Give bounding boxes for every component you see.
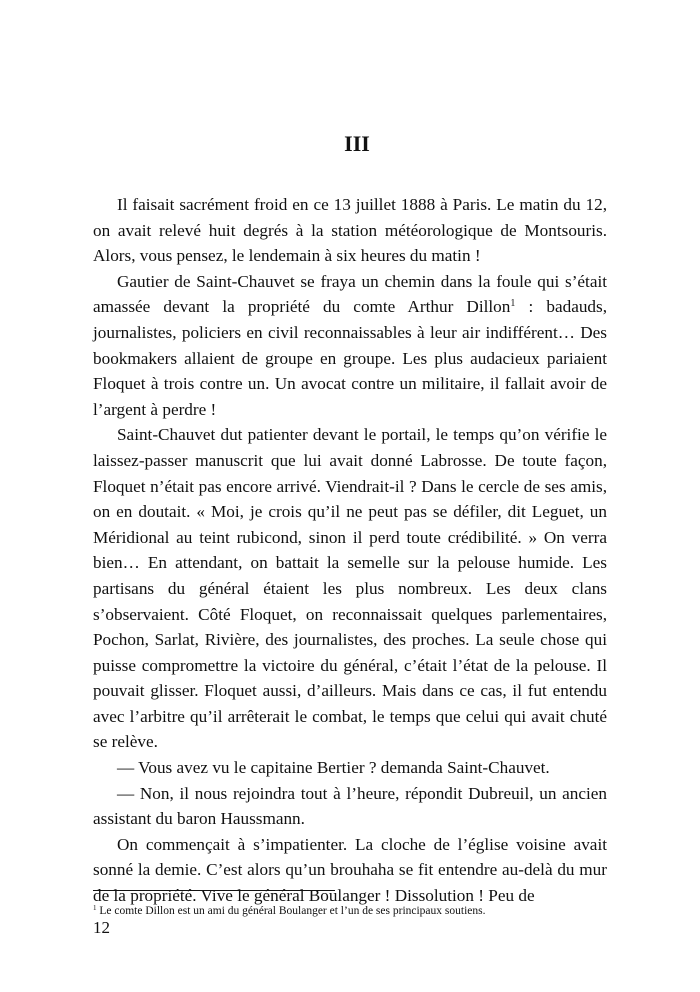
footnote-text: Le comte Dillon est un ami du général Boulanger et l’un de ses principaux soutiens. bbox=[96, 905, 486, 917]
footnote-divider bbox=[93, 890, 335, 891]
paragraph-text: Gautier de Saint-Chauvet se fraya un chemin dans la foule qui s’était amassée devant la propriété du comte Arthur Dillon bbox=[93, 271, 607, 317]
chapter-title: III bbox=[344, 131, 370, 156]
paragraph-text: : badauds, journalistes, policiers en civil reconnaissables à leur air indifférent… Des bookmakers allaient de groupe en groupe. Les plus audacieux pariaient Floquet à trois contre un. Un avocat contre un militaire, il fallait avoir de l’argent à perdre ! bbox=[93, 297, 607, 419]
paragraph-with-note bbox=[93, 269, 607, 423]
dialogue-line: — Vous avez vu le capitaine Bertier ? demanda Saint-Chauvet. bbox=[117, 758, 550, 778]
footnote-reference: 1 bbox=[510, 298, 516, 310]
paragraph: On commençait à s’impatienter. La cloche de l’église voisine avait sonné la demie. C’est alors qu’un brouhaha se fit entendre au-delà du mur de la propriété. Vive le général Boulanger ! Dissolution ! Peu de bbox=[93, 834, 607, 906]
body-text bbox=[93, 192, 607, 909]
paragraph: Saint-Chauvet dut patienter devant le portail, le temps qu’on vérifie le laissez-passer manuscrit que lui avait donné Labrosse. De toute façon, Floquet n’était pas encore arrivé. Viendrait-il ? Dans le cercle de ses amis, on en doutait. « Moi, je crois qu’il ne peut pas se défiler, dit Leguet, un Méridional au teint rubicond, sinon il perd toute crédibilité. » On verra bien… En attendant, on battait la semelle sur la pelouse humide. Les partisans du général étaient les plus nombreux. Les deux clans s’observaient. Côté Floquet, on reconnaissait quelques parlementaires, Pochon, Sarlat, Rivière, des journalistes, des proches. La seule chose qui puisse compromettre la victoire du général, c’était l’état de la pelouse. Il pouvait glisser. Floquet aussi, d’ailleurs. Mais dans ce cas, il fut entendu avec l’arbitre qu’il arrêterait le combat, le temps que celui qui avait chuté se relève. bbox=[93, 425, 607, 752]
footnote-marker: 1 bbox=[93, 904, 97, 912]
footnote bbox=[93, 904, 607, 918]
dialogue-line: — Non, il nous rejoindra tout à l’heure, répondit Dubreuil, un ancien assistant du baron Haussmann. bbox=[93, 783, 607, 829]
page-number: 12 bbox=[93, 918, 110, 937]
paragraph: Il faisait sacrément froid en ce 13 juillet 1888 à Paris. Le matin du 12, on avait relevé huit degrés à la station météorologique de Montsouris. Alors, vous pensez, le lendemain à six heures du matin ! bbox=[93, 195, 607, 266]
